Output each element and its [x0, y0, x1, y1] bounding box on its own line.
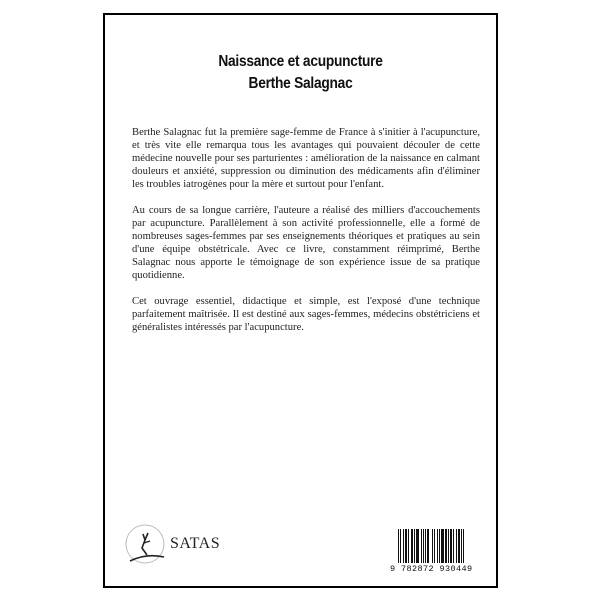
- book-title: Naissance et acupuncture: [218, 53, 383, 70]
- book-author: Berthe Salagnac: [248, 75, 353, 92]
- barcode-bars-icon: [398, 529, 488, 563]
- blurb-paragraph-1: Berthe Salagnac fut la première sage-femme de France à s'initier à l'acupuncture, et très vite elle remarqua tous les avantages qui pouvaient découler de cette médecine nouvelle pour ses parturientes : amélioration de la naissance en calmant douleurs et anxiété, suppression ou diminution des médicaments afin d'éliminer les troubles iatrogènes pour la mère et surtout pour l'enfant.: [132, 127, 480, 190]
- blurb: [132, 126, 480, 347]
- blurb-paragraph-3: Cet ouvrage essentiel, didactique et simple, est l'exposé d'une technique parfaitement maîtrisée. Il est destiné aux sages-femmes, médecins obstétriciens et généralistes intéressés par l'acupuncture.: [132, 296, 480, 333]
- book-back-cover: [103, 13, 498, 588]
- dancer-circle-icon: [124, 523, 170, 569]
- publisher-name: SATAS: [170, 535, 221, 552]
- publisher-logo: [124, 523, 234, 573]
- isbn-number: 9 782872 930449: [390, 564, 473, 574]
- isbn-barcode: [390, 529, 488, 579]
- blurb-paragraph-2: Au cours de sa longue carrière, l'auteure a réalisé des milliers d'accouchements par acupuncture. Parallèlement à son activité professionnelle, elle a formé de nombreuses sages-femmes par ses enseignements théoriques et pratiques au sein d'une équipe obstétricale. Avec ce livre, constamment réimprimé, Berthe Salagnac nous apporte le témoignage de son expérience issue de sa pratique quotidienne.: [132, 205, 480, 281]
